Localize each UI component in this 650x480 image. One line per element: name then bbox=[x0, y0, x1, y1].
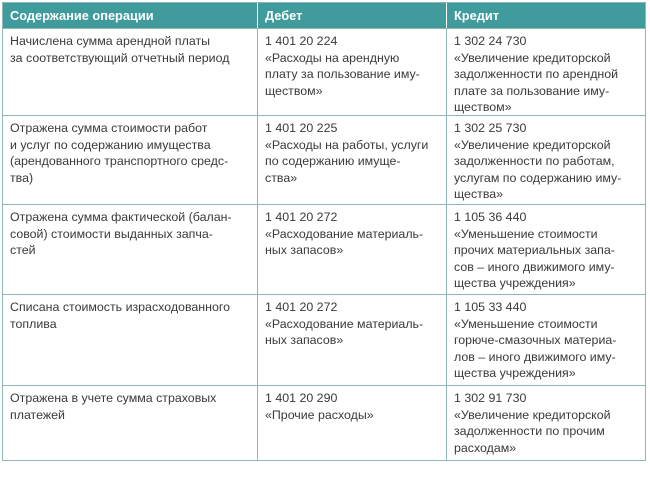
cell-line: задолженности по работам, bbox=[454, 154, 615, 169]
cell-line: прочих материальных запа- bbox=[454, 243, 615, 258]
header-operation: Содержание операции bbox=[10, 8, 154, 23]
credit-cell bbox=[446, 29, 645, 115]
cell-line: «Прочие расходы» bbox=[265, 407, 374, 422]
cell-line: по содержанию имуще- bbox=[265, 154, 401, 169]
cell-line: 1 302 25 730 bbox=[454, 121, 527, 135]
operation-cell bbox=[3, 116, 257, 204]
cell-line: «Расходование материаль- bbox=[265, 226, 424, 241]
credit-cell bbox=[446, 295, 645, 385]
cell-line: 1 401 20 224 bbox=[265, 34, 338, 48]
debit-cell bbox=[257, 29, 446, 115]
cell-line: услугам по содержанию иму- bbox=[454, 170, 622, 185]
table-row bbox=[3, 28, 645, 115]
debit-cell bbox=[257, 386, 446, 460]
cell-line: плату за пользование иму- bbox=[265, 67, 420, 82]
cell-line: совой) стоимости выданных запча- bbox=[10, 226, 213, 241]
operation-cell bbox=[3, 295, 257, 385]
cell-line: ных запасов» bbox=[265, 243, 344, 258]
header-debit: Дебет bbox=[257, 3, 446, 28]
cell-line: «Увеличение кредиторской bbox=[454, 137, 611, 152]
cell-line: 1 302 24 730 bbox=[454, 34, 527, 48]
cell-line: ства» bbox=[265, 170, 298, 185]
cell-line: «Расходы на работы, услуги bbox=[265, 137, 429, 152]
cell-line: ществом» bbox=[265, 83, 323, 98]
cell-line: задолженности по прочим bbox=[454, 424, 605, 439]
cell-line: Начислена сумма арендной платы bbox=[10, 34, 211, 48]
operation-cell bbox=[3, 386, 257, 460]
cell-line: плате за пользование иму- bbox=[454, 83, 610, 98]
table-row bbox=[3, 204, 645, 294]
table-header-row bbox=[3, 3, 645, 28]
credit-cell bbox=[446, 116, 645, 204]
cell-line: «Увеличение кредиторской bbox=[454, 407, 611, 422]
cell-line: «Уменьшение стоимости bbox=[454, 226, 598, 241]
cell-line: «Увеличение кредиторской bbox=[454, 50, 611, 65]
cell-line: лов – иного движимого иму- bbox=[454, 349, 616, 364]
cell-line: 1 401 20 225 bbox=[265, 121, 338, 135]
credit-cell bbox=[446, 205, 645, 294]
cell-line: сов – иного движимого иму- bbox=[454, 259, 615, 274]
cell-line: 1 302 91 730 bbox=[454, 391, 527, 405]
cell-line: топлива bbox=[10, 316, 57, 331]
cell-line: «Уменьшение стоимости bbox=[454, 316, 598, 331]
cell-line: Отражена сумма фактической (балан- bbox=[10, 210, 232, 224]
cell-line: щества учреждения» bbox=[454, 366, 576, 381]
cell-line: ных запасов» bbox=[265, 333, 344, 348]
cell-line: и услуг по содержанию имущества bbox=[10, 137, 211, 152]
cell-line: задолженности по арендной bbox=[454, 67, 619, 82]
cell-line: Списана стоимость израсходованного bbox=[10, 300, 230, 314]
cell-line: 1 401 20 272 bbox=[265, 210, 338, 224]
cell-line: 1 401 20 272 bbox=[265, 300, 338, 314]
cell-line: ществом» bbox=[454, 100, 512, 115]
debit-cell bbox=[257, 205, 446, 294]
cell-line: щества учреждения» bbox=[454, 276, 576, 291]
cell-line: 1 105 36 440 bbox=[454, 210, 527, 224]
operation-cell bbox=[3, 29, 257, 115]
table-row bbox=[3, 115, 645, 204]
cell-line: Отражена сумма стоимости работ bbox=[10, 121, 208, 135]
cell-line: щества» bbox=[454, 187, 504, 202]
operation-cell bbox=[3, 205, 257, 294]
cell-line: «Расходы на арендную bbox=[265, 50, 400, 65]
cell-line: за соответствующий отчетный период bbox=[10, 50, 230, 65]
accounting-entries-table bbox=[2, 2, 646, 461]
table-row bbox=[3, 385, 645, 460]
cell-line: платежей bbox=[10, 407, 65, 422]
cell-line: «Расходование материаль- bbox=[265, 316, 424, 331]
debit-cell bbox=[257, 116, 446, 204]
cell-line: (арендованного транспортного средс- bbox=[10, 154, 229, 169]
cell-line: тва) bbox=[10, 170, 34, 185]
credit-cell bbox=[446, 386, 645, 460]
cell-line: расходам» bbox=[454, 440, 517, 455]
header-credit: Кредит bbox=[446, 3, 645, 28]
table-row bbox=[3, 294, 645, 385]
cell-line: Отражена в учете сумма страховых bbox=[10, 391, 217, 405]
debit-cell bbox=[257, 295, 446, 385]
cell-line: 1 105 33 440 bbox=[454, 300, 527, 314]
cell-line: горюче-смазочных материа- bbox=[454, 333, 617, 348]
cell-line: 1 401 20 290 bbox=[265, 391, 338, 405]
cell-line: стей bbox=[10, 243, 36, 258]
